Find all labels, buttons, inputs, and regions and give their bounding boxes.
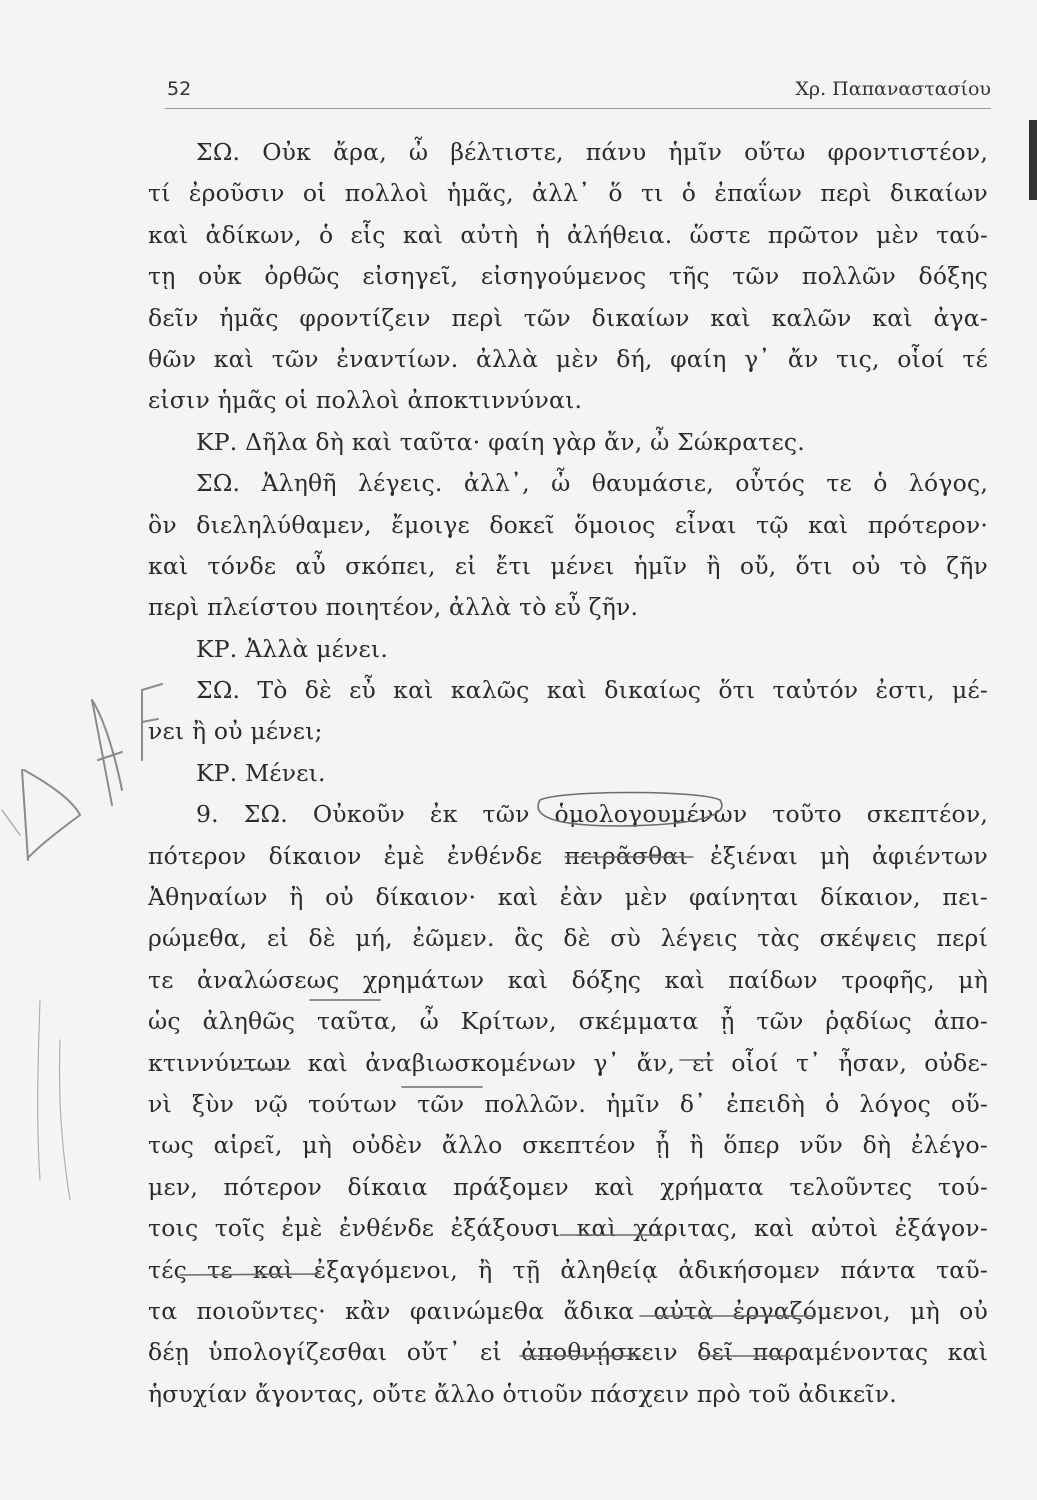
text-line: τοις τοῖς ἐμὲ ἐνθένδε ἐξάξουσι καὶ χάριτας, καὶ αὐτοὶ ἐξάγον-: [148, 1214, 988, 1243]
text-line: ΣΩ. Οὐκ ἄρα, ὦ βέλτιστε, πάνυ ἡμῖν οὕτω φροντιστέον,: [196, 138, 988, 166]
text-line: ΣΩ. Τὸ δὲ εὖ καὶ καλῶς καὶ δικαίως ὅτι ταὐτόν ἐστι, μέ-: [196, 676, 988, 705]
text-line: ἡσυχίαν ἄγοντας, οὔτε ἄλλο ὁτιοῦν πάσχειν πρὸ τοῦ ἀδικεῖν.: [148, 1379, 897, 1408]
text-line: 9. ΣΩ. Οὐκοῦν ἐκ τῶν ὁμολογουμένων τοῦτο σκεπτέον,: [196, 800, 988, 829]
text-line: δέῃ ὑπολογίζεσθαι οὔτ᾽ εἰ ἀποθνῄσκειν δεῖ παραμένοντας καὶ: [148, 1338, 988, 1367]
body-text: [148, 132, 988, 1415]
text-line: ΚΡ. Ἀλλὰ μένει.: [196, 634, 388, 663]
text-line: Ἀθηναίων ἢ οὐ δίκαιον· καὶ ἐὰν μὲν φαίνηται δίκαιον, πει-: [148, 883, 988, 912]
text-line: πότερον δίκαιον ἐμὲ ἐνθένδε πειρᾶσθαι ἐξιέναι μὴ ἀφιέντων: [148, 841, 988, 870]
text-line: τως αἱρεῖ, μὴ οὐδὲν ἄλλο σκεπτέον ᾖ ἢ ὅπερ νῦν δὴ ἐλέγο-: [148, 1131, 988, 1160]
text-line: ρώμεθα, εἰ δὲ μή, ἐῶμεν. ἃς δὲ σὺ λέγεις τὰς σκέψεις περί: [148, 924, 988, 953]
page-number: 52: [167, 78, 192, 100]
text-line: ΚΡ. Δῆλα δὴ καὶ ταῦτα· φαίη γὰρ ἄν, ὦ Σώκρατες.: [196, 427, 805, 456]
text-line: τές τε καὶ ἐξαγόμενοι, ἢ τῇ ἀληθείᾳ ἀδικήσομεν πάντα ταῦ-: [148, 1255, 988, 1284]
text-line: τί ἐροῦσιν οἱ πολλοὶ ἡμᾶς, ἀλλ᾽ ὅ τι ὁ ἐπαΐων περὶ δικαίων: [148, 179, 988, 208]
text-line: δεῖν ἡμᾶς φροντίζειν περὶ τῶν δικαίων καὶ καλῶν καὶ ἀγα-: [148, 303, 988, 332]
text-line: ΣΩ. Ἀληθῆ λέγεις. ἀλλ᾽, ὦ θαυμάσιε, οὗτός τε ὁ λόγος,: [196, 469, 988, 498]
binding-shadow: [1029, 120, 1037, 200]
text-line: τε ἀναλώσεως χρημάτων καὶ δόξης καὶ παίδων τροφῆς, μὴ: [148, 965, 988, 994]
text-line: τῃ οὐκ ὀρθῶς εἰσηγεῖ, εἰσηγούμενος τῆς τῶν πολλῶν δόξης: [148, 262, 988, 291]
text-line: ΚΡ. Μένει.: [196, 758, 326, 787]
text-line: ὡς ἀληθῶς ταῦτα, ὦ Κρίτων, σκέμματα ᾖ τῶν ῥᾳδίως ἀπο-: [148, 1007, 988, 1036]
text-line: εἰσιν ἡμᾶς οἱ πολλοὶ ἀποκτιννύναι.: [148, 386, 583, 415]
text-line: καὶ τόνδε αὖ σκόπει, εἰ ἔτι μένει ἡμῖν ἢ οὔ, ὅτι οὐ τὸ ζῆν: [148, 551, 988, 580]
page-header: [165, 78, 991, 109]
text-line: μεν, πότερον δίκαια πράξομεν καὶ χρήματα τελοῦντες τού-: [148, 1172, 988, 1201]
text-line: ὃν διεληλύθαμεν, ἔμοιγε δοκεῖ ὅμοιος εἶναι τῷ καὶ πρότερον·: [148, 510, 988, 539]
text-line: κτιννύντων καὶ ἀναβιωσκομένων γ᾽ ἄν, εἰ οἷοί τ᾽ ἦσαν, οὐδε-: [148, 1048, 988, 1077]
text-line: νὶ ξὺν νῷ τούτων τῶν πολλῶν. ἡμῖν δ᾽ ἐπειδὴ ὁ λόγος οὕ-: [148, 1089, 988, 1118]
text-line: θῶν καὶ τῶν ἐναντίων. ἀλλὰ μὲν δή, φαίη γ᾽ ἄν τις, οἷοί τέ: [148, 344, 988, 373]
text-line: τα ποιοῦντες· κἂν φαινώμεθα ἄδικα αὐτὰ ἐργαζόμενοι, μὴ οὐ: [148, 1296, 988, 1325]
text-line: καὶ ἀδίκων, ὁ εἷς καὶ αὐτὴ ἡ ἀλήθεια. ὥστε πρῶτον μὲν ταύ-: [148, 220, 988, 249]
text-line: περὶ πλείστου ποιητέον, ἀλλὰ τὸ εὖ ζῆν.: [148, 593, 639, 622]
running-head: Χρ. Παπαναστασίου: [795, 78, 991, 100]
text-line: νει ἢ οὐ μένει;: [148, 717, 323, 746]
